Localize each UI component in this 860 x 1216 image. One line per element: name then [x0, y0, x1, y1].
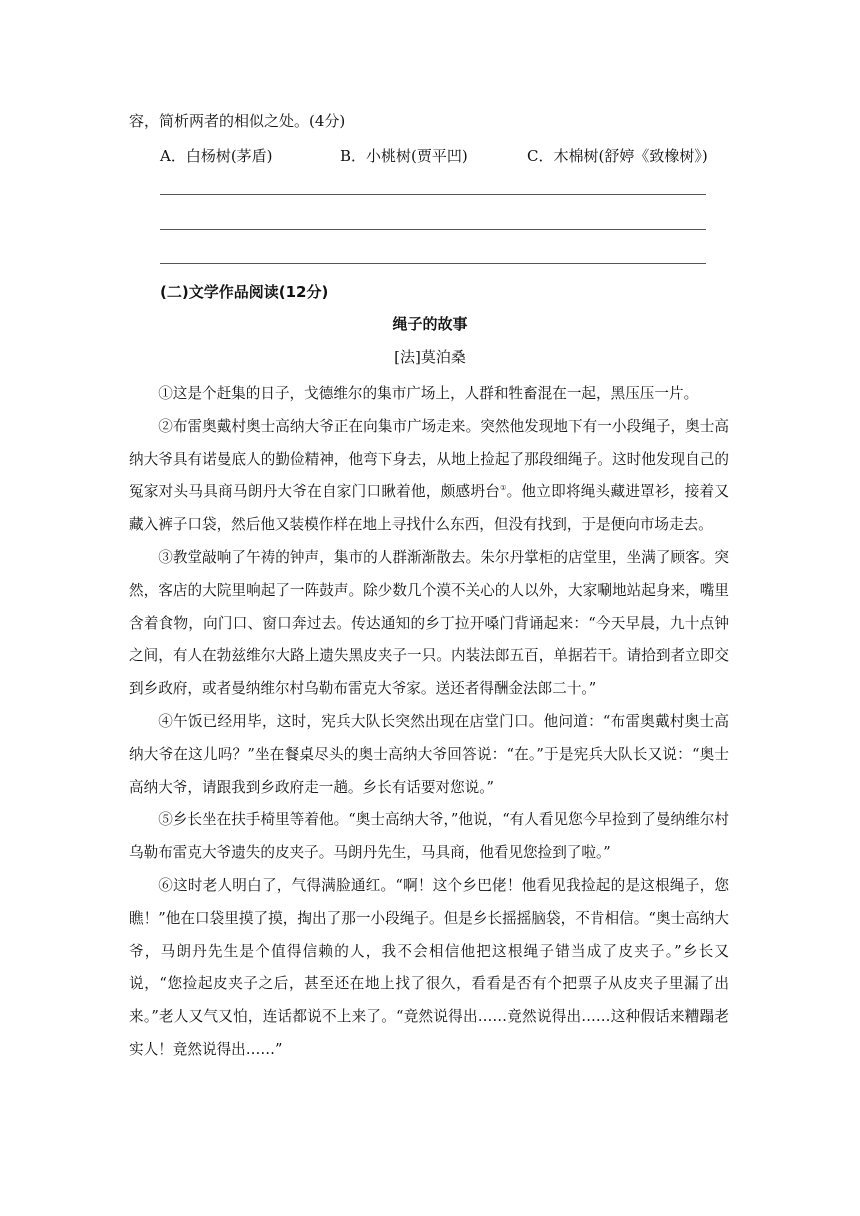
option-b: B．小桃树(贾平凹): [340, 147, 468, 165]
story-title: 绳子的故事: [392, 315, 468, 333]
answer-line: [160, 263, 706, 264]
story-body: [129, 378, 729, 1067]
option-c: C．木棉树(舒婷《致橡树》): [527, 147, 708, 165]
paragraph-3: ③教堂敲响了午祷的钟声，集市的人群渐渐散去。朱尔丹掌柜的店堂里，坐满了顾客。突然，客店的大院里响起了一阵鼓声。除少数几个漠不关心的人以外，大家唰地站起身来，嘴里含着食物，向门口、窗口奔过去。传达通知的乡丁拉开嗓门背诵起来：“今天早晨，九十点钟之间，有人在勃兹维尔大路上遗失黑皮夹子一只。内装法郎五百，单据若干。请拾到者立即交到乡政府，或者曼纳维尔村乌勒布雷克大爷家。送还者得酬金法郎二十。”: [129, 548, 729, 698]
paragraph-1: ①这是个赶集的日子，戈德维尔的集市广场上，人群和牲畜混在一起，黑压压一片。: [158, 385, 699, 402]
story-author: [法]莫泊桑: [394, 348, 466, 366]
paragraph-5: ⑤乡长坐在扶手椅里等着他。“奥士高纳大爷，”他说，“有人看见您今早捡到了曼纳维尔村乌勒布雷克大爷遗失的皮夹子。马朗丹先生，马具商，他看见您捡到了啦。”: [129, 811, 729, 862]
paragraph-4: ④午饭已经用毕，这时，宪兵大队长突然出现在店堂门口。他问道：“布雷奥戴村奥士高纳大爷在这儿吗？”坐在餐桌尽头的奥士高纳大爷回答说：“在。”于是宪兵大队长又说：“奥士高纳大爷，请跟我到乡政府走一趟。乡长有话要对您说。”: [129, 712, 729, 796]
paragraph-6: ⑥这时老人明白了，气得满脸通红。“啊！这个乡巴佬！他看见我捡起的是这根绳子，您瞧！”他在口袋里摸了摸，掏出了那一小段绳子。但是乡长摇摇脑袋，不肯相信。“奥士高纳大爷，马朗丹先生是个值得信赖的人，我不会相信他把这根绳子错当成了皮夹子。”乡长又说，“您捡起皮夹子之后，甚至还在地上找了很久，看看是否有个把票子从皮夹子里漏了出来。”老人又气又怕，连话都说不上来了。“竟然说得出……竟然说得出……这种假话来糟蹋老实人！竟然说得出……”: [129, 876, 729, 1058]
footnote-marker: ①: [500, 484, 507, 493]
answer-options: [160, 146, 760, 166]
paragraph-2-text-a: ②布雷奥戴村奥士高纳大爷正在向集市广场走来。突然他发现地下有一小段绳子，奥士高纳大爷具有诺曼底人的勤俭精神，他弯下身去，从地上捡起了那段细绳子。这时他发现自己的冤家对头马具商马朗丹大爷在自家门口瞅着他，颇感坍台: [129, 417, 729, 501]
answer-line: [160, 194, 706, 195]
paragraph-2: [129, 411, 729, 542]
question-intro: 容，简析两者的相似之处。(4分): [129, 112, 346, 130]
paragraph-2-text-b: 。他立即将绳头藏进罩衫，接着又藏入裤子口袋，然后他又装模作样在地上寻找什么东西，但没有找到，于是便向市场走去。: [129, 483, 729, 534]
answer-line: [160, 229, 706, 230]
section-heading: (二)文学作品阅读(12分): [160, 283, 329, 301]
option-a: A．白杨树(茅盾): [160, 147, 273, 165]
